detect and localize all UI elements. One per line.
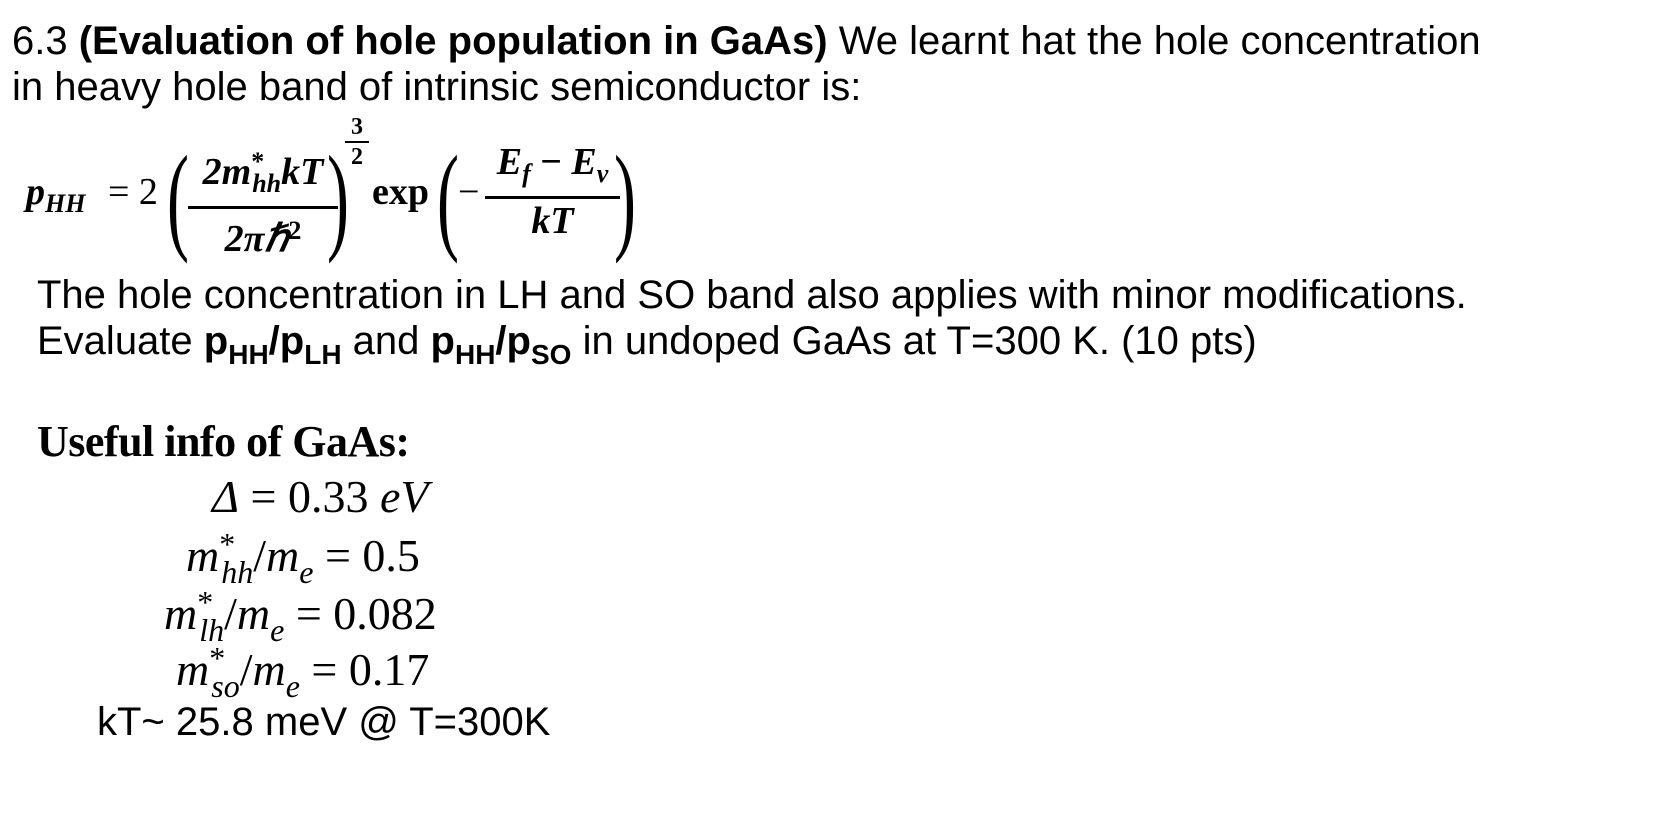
eq-frac2-den: kT	[531, 200, 574, 242]
eq-lhs: $p_{HH}$	[26, 171, 86, 218]
eq-exp-func: exp	[372, 171, 429, 213]
eq-exponent: 3 2	[345, 114, 369, 170]
ratio-hh-lh: $p_{HH}/p_{LH}$	[203, 319, 342, 370]
eq-equals-coef: = 2	[108, 171, 158, 213]
problem-intro: We learnt hat the hole concentration	[838, 19, 1481, 63]
info-title: Useful info of GaAs:	[37, 417, 410, 466]
eq-lparen-2: (	[436, 131, 459, 264]
eq-frac2-num: $E_f - E_v$	[496, 141, 609, 188]
eq-frac1-den: 2πℏ$^2$	[224, 216, 302, 260]
problem-number: 6.3	[12, 19, 68, 63]
info-m-hh: $m^*_{hh}/m_e = 0.5$	[186, 526, 420, 590]
info-kt: kT~ 25.8 meV @ T=300K	[97, 700, 551, 744]
problem-title: (Evaluation of hole population in GaAs)	[78, 19, 828, 63]
eq-fraction-2	[485, 142, 620, 241]
eq-frac2-bar	[485, 196, 620, 199]
eq-fraction-1	[188, 142, 338, 259]
eq-frac1-num: $2m^*_{hh}kT$	[202, 147, 324, 198]
info-m-so: $m^*_{so}/m_e = 0.17$	[176, 640, 430, 704]
info-delta: Δ = 0.33 eV	[212, 471, 429, 522]
ratio-hh-so: $p_{HH}/p_{SO}$	[430, 319, 572, 370]
eq-lparen-1: (	[166, 131, 189, 264]
eq-minus: −	[458, 171, 480, 213]
eq-frac1-bar	[188, 206, 338, 209]
body-line-1: The hole concentration in LH and SO band also applies with minor modifications.	[37, 273, 1467, 317]
body-line-2: Evaluate $p_{HH}/p_{LH}$ and $p_{HH}/p_{SO}$ in undoped GaAs at T=300 K. (10 pts)	[37, 319, 1257, 370]
eq-rparen-2: )	[613, 131, 636, 264]
info-m-lh: $m^*_{lh}/m_e = 0.082$	[164, 584, 437, 648]
problem-header	[12, 18, 1481, 64]
eq-rparen-1: )	[326, 131, 349, 264]
equation-p-hh	[0, 110, 700, 264]
problem-intro-line2: in heavy hole band of intrinsic semiconductor is:	[12, 65, 862, 109]
